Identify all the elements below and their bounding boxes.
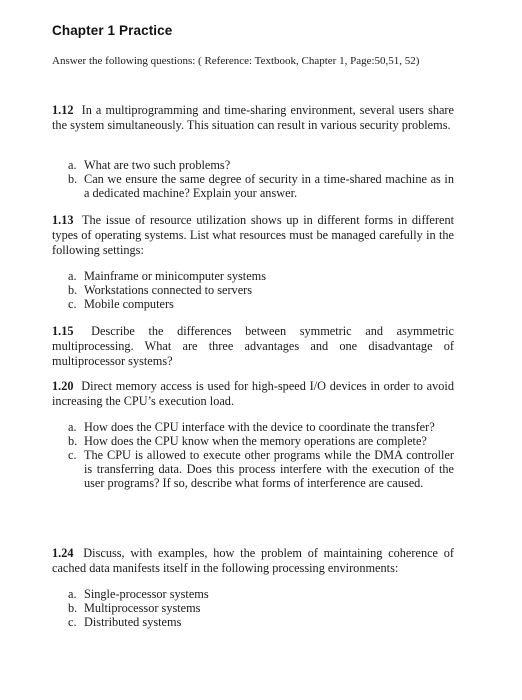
subpart-text: What are two such problems? — [84, 158, 231, 172]
subpart-letter: b. — [68, 172, 78, 186]
question-1-24 — [52, 546, 454, 576]
question-1-13 — [52, 213, 454, 258]
subpart-letter: a. — [68, 158, 77, 172]
question-number: 1.15 — [52, 324, 74, 338]
subpart-letter: a. — [68, 420, 77, 434]
subpart-text: How does the CPU know when the memory operations are complete? — [84, 434, 427, 448]
subpart-letter: a. — [68, 269, 77, 283]
subpart-letter: c. — [68, 615, 77, 629]
subpart-letter: c. — [68, 297, 77, 311]
question-number: 1.13 — [52, 213, 74, 227]
question-number: 1.24 — [52, 546, 74, 560]
question-text: Discuss, with examples, how the problem of maintaining coherence of cached data manifests itself in the following processing environments: — [52, 546, 454, 575]
question-number: 1.12 — [52, 103, 74, 117]
subpart-text: Workstations connected to servers — [84, 283, 253, 297]
subpart-text: Can we ensure the same degree of security in a time-shared machine as in a dedicated machine? Explain your answer. — [84, 172, 454, 200]
subpart-letter: c. — [68, 448, 77, 462]
subparts-1-13 — [68, 269, 454, 311]
subpart-item — [68, 158, 454, 172]
subpart-item — [68, 434, 454, 448]
subparts-1-12 — [68, 158, 454, 200]
subpart-text: Mobile computers — [84, 297, 174, 311]
question-number: 1.20 — [52, 379, 74, 393]
subpart-text: Multiprocessor systems — [84, 601, 201, 615]
subpart-item — [68, 587, 454, 601]
subpart-item — [68, 448, 454, 490]
subpart-item — [68, 615, 454, 629]
subpart-item — [68, 172, 454, 200]
subparts-1-20 — [68, 420, 454, 490]
subpart-item — [68, 601, 454, 615]
question-text: Direct memory access is used for high-speed I/O devices in order to avoid increasing the CPU’s execution load. — [52, 379, 454, 408]
question-1-20 — [52, 379, 454, 409]
subpart-item — [68, 283, 454, 297]
subpart-text: The CPU is allowed to execute other programs while the DMA controller is transferring data. Does this process interfere with the execution of the user programs? If so, describe what forms of interference are caused. — [84, 448, 454, 490]
subpart-item — [68, 420, 454, 434]
instructions-text: Answer the following questions: ( Reference: Textbook, Chapter 1, Page:50,51, 52) — [52, 55, 420, 67]
subpart-text: Distributed systems — [84, 615, 182, 629]
subpart-letter: b. — [68, 601, 78, 615]
subpart-letter: b. — [68, 283, 78, 297]
question-1-12 — [52, 103, 454, 133]
question-text: Describe the differences between symmetric and asymmetric multiprocessing. What are three advantages and one disadvantage of multiprocessor systems? — [52, 324, 454, 368]
page-title: Chapter 1 Practice — [52, 23, 173, 38]
subpart-text: Mainframe or minicomputer systems — [84, 269, 267, 283]
subpart-text: Single-processor systems — [84, 587, 209, 601]
subparts-1-24 — [68, 587, 454, 629]
subpart-item — [68, 269, 454, 283]
question-1-15 — [52, 324, 454, 369]
subpart-letter: a. — [68, 587, 77, 601]
subpart-letter: b. — [68, 434, 78, 448]
question-text: In a multiprogramming and time-sharing environment, several users share the system simultaneously. This situation can result in various security problems. — [52, 103, 454, 132]
question-text: The issue of resource utilization shows up in different forms in different types of operating systems. List what resources must be managed carefully in the following settings: — [52, 213, 455, 257]
subpart-item — [68, 297, 454, 311]
subpart-text: How does the CPU interface with the device to coordinate the transfer? — [84, 420, 435, 434]
